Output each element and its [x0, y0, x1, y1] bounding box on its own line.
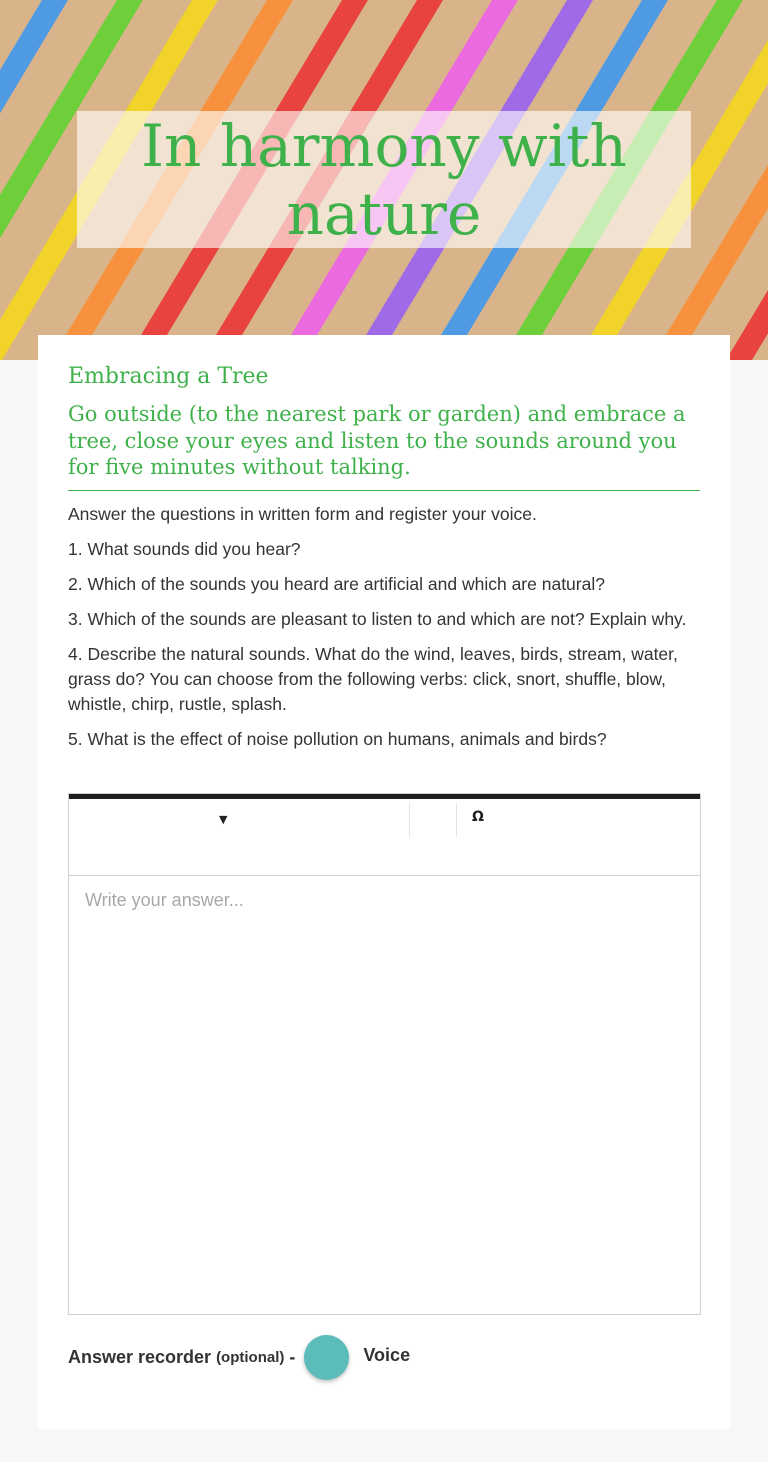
voice-label: Voice: [363, 1344, 411, 1365]
instruction-text: Answer the questions in written form and register your voice.: [68, 503, 537, 524]
worksheet-card: [38, 335, 730, 1429]
worksheet-content: [68, 363, 700, 752]
toolbar-divider: [456, 803, 457, 837]
editor-toolbar: [69, 794, 700, 876]
section-subtitle: Embracing a Tree: [68, 364, 269, 389]
recorder-label: Answer recorder: [68, 1346, 212, 1367]
header-banner: [0, 0, 768, 360]
answer-textarea[interactable]: [69, 876, 700, 1314]
special-character-icon[interactable]: Ω: [472, 809, 484, 825]
question-1: 1. What sounds did you hear?: [68, 538, 301, 559]
task-intro: Go outside (to the nearest park or garden) and embrace a tree, close your eyes and listen to the sounds around you for five minutes without talking.: [68, 401, 700, 491]
question-5: 5. What is the effect of noise pollution on humans, ani⁠mals and birds?: [68, 728, 607, 749]
page-title: In harmony with nature: [141, 111, 627, 248]
question-2: 2. Which of the sounds you heard are artificial and which are natural?: [68, 573, 605, 594]
answer-editor: [68, 793, 701, 1315]
title-box: [77, 111, 691, 248]
recorder-optional-label: (optional): [216, 1348, 285, 1366]
caret-down-icon[interactable]: ▼: [219, 813, 228, 826]
answer-recorder: [68, 1333, 700, 1381]
question-3: 3. Which of the sounds are pleasant to listen to and which are not? Explain why.: [68, 608, 687, 629]
question-4: 4. Describe the natural sounds. What do the wind, leaves, birds, stream, water, grass do? You can choose from the following verbs: click, snort, shuffle, blow, whistle, chirp, rustle, splash.: [68, 643, 678, 714]
toolbar-divider: [409, 803, 410, 837]
record-voice-button[interactable]: [304, 1335, 349, 1380]
recorder-dash: -: [289, 1346, 296, 1367]
